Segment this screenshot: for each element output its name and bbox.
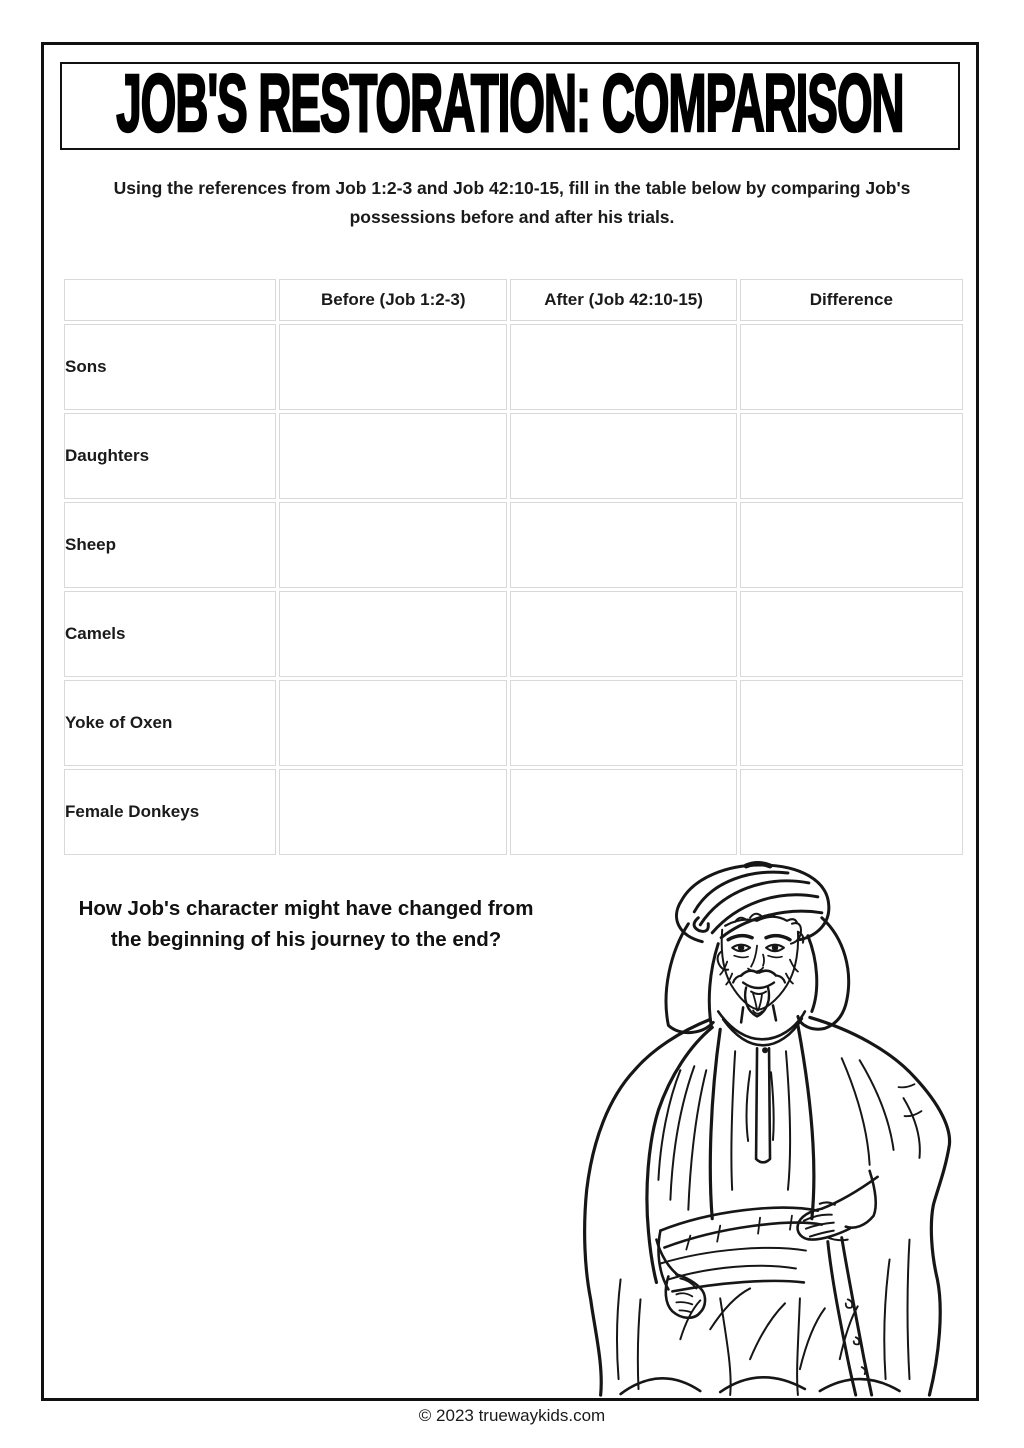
cell-daughters-after [510, 413, 736, 499]
header-cell-difference: Difference [740, 279, 963, 321]
question-line-1: How Job's character might have changed from [78, 897, 534, 920]
cell-sheep-before [279, 502, 507, 588]
cell-sons-difference [740, 324, 963, 410]
cell-donkeys-after [510, 769, 736, 855]
table-header-row [64, 279, 963, 321]
cell-donkeys-before [279, 769, 507, 855]
cell-daughters-before [279, 413, 507, 499]
comparison-table [61, 276, 966, 858]
cell-oxen-after [510, 680, 736, 766]
cell-daughters-difference [740, 413, 963, 499]
row-label-daughters: Daughters [64, 413, 276, 499]
question-text [64, 893, 548, 955]
header-cell-after: After (Job 42:10-15) [510, 279, 736, 321]
job-line-drawing-svg [560, 860, 990, 1403]
page-title: JOB'S RESTORATION: COMPARISON [116, 58, 904, 149]
header-cell-before: Before (Job 1:2-3) [279, 279, 507, 321]
cell-oxen-difference [740, 680, 963, 766]
table-row [64, 413, 963, 499]
row-label-camels: Camels [64, 591, 276, 677]
row-label-yoke-of-oxen: Yoke of Oxen [64, 680, 276, 766]
job-illustration [560, 860, 990, 1403]
instructions-text: Using the references from Job 1:2-3 and Job 42:10-15, fill in the table below by comparing Job's possessions before and after his trials. [113, 178, 911, 227]
title-box [60, 58, 960, 150]
cell-camels-after [510, 591, 736, 677]
cell-sheep-difference [740, 502, 963, 588]
row-label-sheep: Sheep [64, 502, 276, 588]
cell-sons-after [510, 324, 736, 410]
cell-camels-before [279, 591, 507, 677]
cell-camels-difference [740, 591, 963, 677]
table-row [64, 591, 963, 677]
cell-oxen-before [279, 680, 507, 766]
table-row [64, 324, 963, 410]
cell-sons-before [279, 324, 507, 410]
footer-copyright: © 2023 truewaykids.com [418, 1406, 606, 1425]
table-row [64, 502, 963, 588]
row-label-sons: Sons [64, 324, 276, 410]
row-label-female-donkeys: Female Donkeys [64, 769, 276, 855]
table-row [64, 769, 963, 855]
cell-sheep-after [510, 502, 736, 588]
question-line-2: the beginning of his journey to the end? [110, 928, 502, 951]
table-row [64, 680, 963, 766]
header-cell-empty [64, 279, 276, 321]
cell-donkeys-difference [740, 769, 963, 855]
